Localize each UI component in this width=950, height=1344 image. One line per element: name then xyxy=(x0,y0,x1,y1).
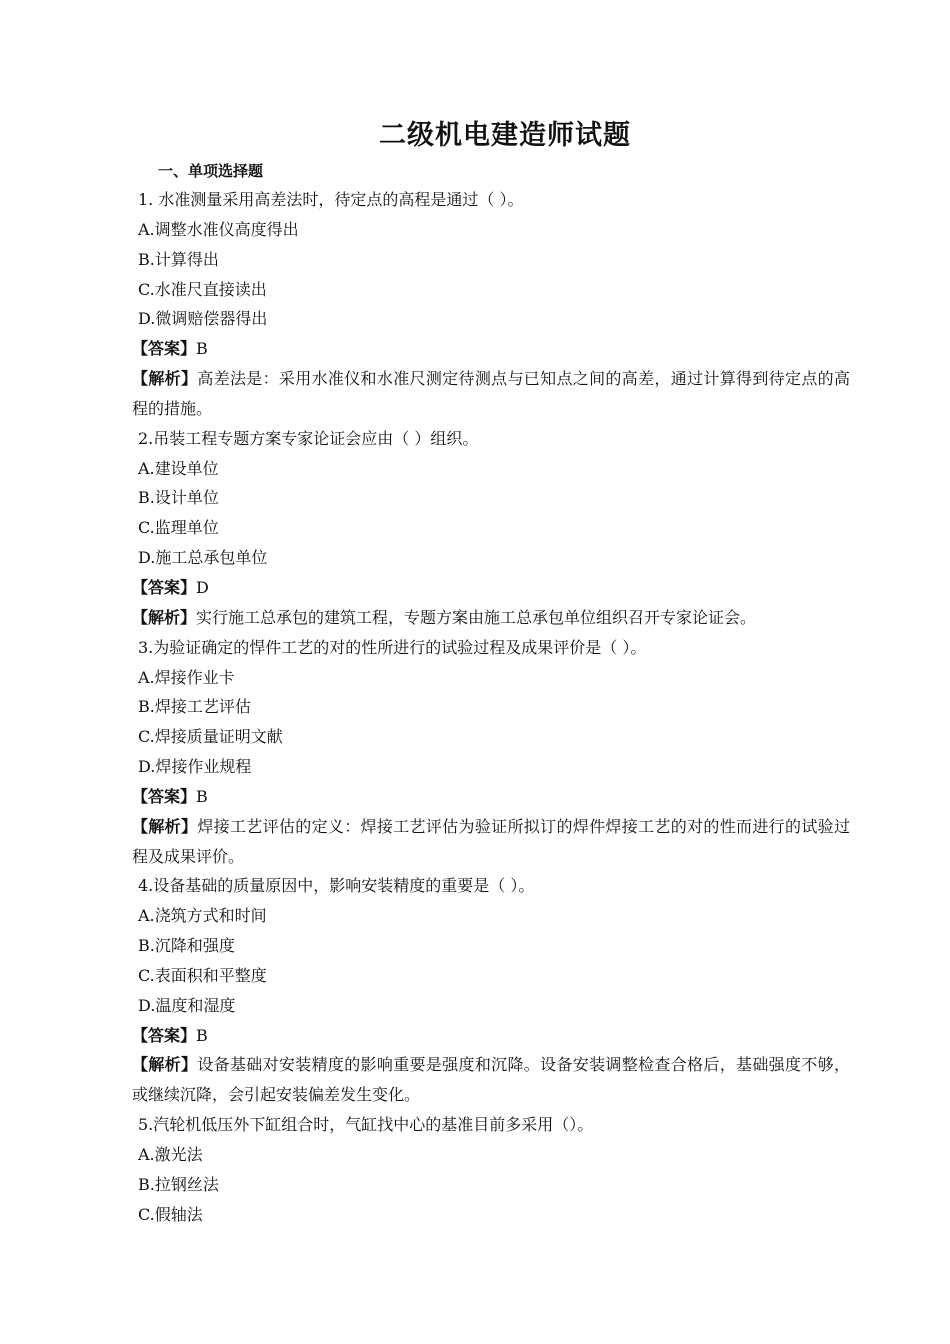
answer-line xyxy=(104,334,850,364)
option-a: A.激光法 xyxy=(138,1145,203,1164)
option-a: A.浇筑方式和时间 xyxy=(138,906,267,926)
option-b: B.焊接工艺评估 xyxy=(138,697,251,717)
analysis-tag: 【解析】 xyxy=(132,369,198,389)
section-heading: 一、单项选择题 xyxy=(158,162,264,180)
option-a: A.调整水准仪高度得出 xyxy=(138,219,299,239)
answer-value: B xyxy=(196,1025,208,1045)
option-c: C.焊接质量证明文献 xyxy=(138,727,283,747)
answer-tag: 【答案】 xyxy=(132,786,197,806)
question-list xyxy=(104,185,850,1230)
analysis-paragraph xyxy=(104,1050,850,1110)
analysis-text: 设备基础对安装精度的影响重要是强度和沉降。设备安装调整检查合格后，基础强度不够，或继续沉降，会引起安装偏差发生变化。 xyxy=(132,1055,850,1105)
option-a: A.焊接作业卡 xyxy=(138,667,235,687)
analysis-text: 实行施工总承包的建筑工程，专题方案由施工总承包单位组织召开专家论证会。 xyxy=(196,607,757,627)
answer-tag: 【答案】 xyxy=(132,577,197,597)
question-stem: 4.设备基础的质量原因中，影响安装精度的重要是（ ）。 xyxy=(138,876,535,896)
answer-tag: 【答案】 xyxy=(132,339,197,359)
question-stem: 3.为验证确定的悍件工艺的对的性所进行的试验过程及成果评价是（ ）。 xyxy=(138,637,647,657)
analysis-text: 高差法是：采用水准仪和水准尺测定待测点与已知点之间的高差，通过计算得到待定点的高程的措施。 xyxy=(132,369,850,418)
page-title: 二级机电建造师试题 xyxy=(379,120,631,151)
option-b: B.沉降和强度 xyxy=(138,936,235,956)
analysis-paragraph xyxy=(104,364,850,424)
analysis-paragraph xyxy=(104,812,850,872)
answer-line xyxy=(104,1021,850,1051)
answer-tag: 【答案】 xyxy=(132,1025,197,1045)
question-stem: 1. 水准测量采用高差法时，待定点的高程是通过（ ）。 xyxy=(138,190,524,209)
option-b: B.设计单位 xyxy=(138,488,219,508)
option-b: B.拉钢丝法 xyxy=(138,1174,219,1194)
analysis-tag: 【解析】 xyxy=(132,816,198,836)
answer-line xyxy=(104,573,850,603)
option-d: D.微调赔偿器得出 xyxy=(138,309,268,329)
option-c: C.表面积和平整度 xyxy=(138,965,267,985)
question-stem: 5.汽轮机低压外下缸组合时，气缸找中心的基准目前多采用（）。 xyxy=(138,1115,594,1135)
analysis-paragraph xyxy=(104,603,850,633)
option-a: A.建设单位 xyxy=(138,458,219,478)
answer-value: D xyxy=(196,577,209,597)
option-c: C.假轴法 xyxy=(138,1204,203,1224)
answer-value: B xyxy=(196,339,208,359)
question-stem: 2.吊装工程专题方案专家论证会应由（ ）组织。 xyxy=(138,428,479,448)
analysis-tag: 【解析】 xyxy=(132,1055,198,1075)
option-c: C.监理单位 xyxy=(138,518,219,538)
option-d: D.焊接作业规程 xyxy=(138,757,252,777)
answer-value: B xyxy=(196,786,208,806)
analysis-tag: 【解析】 xyxy=(132,607,197,627)
option-d: D.温度和湿度 xyxy=(138,995,236,1015)
option-b: B.计算得出 xyxy=(138,249,219,269)
answer-line xyxy=(104,782,850,812)
option-c: C.水准尺直接读出 xyxy=(138,279,267,299)
option-d: D.施工总承包单位 xyxy=(138,548,268,568)
analysis-text: 焊接工艺评估的定义：焊接工艺评估为验证所拟订的焊件焊接工艺的对的性而进行的试验过程及成果评价。 xyxy=(132,816,850,866)
